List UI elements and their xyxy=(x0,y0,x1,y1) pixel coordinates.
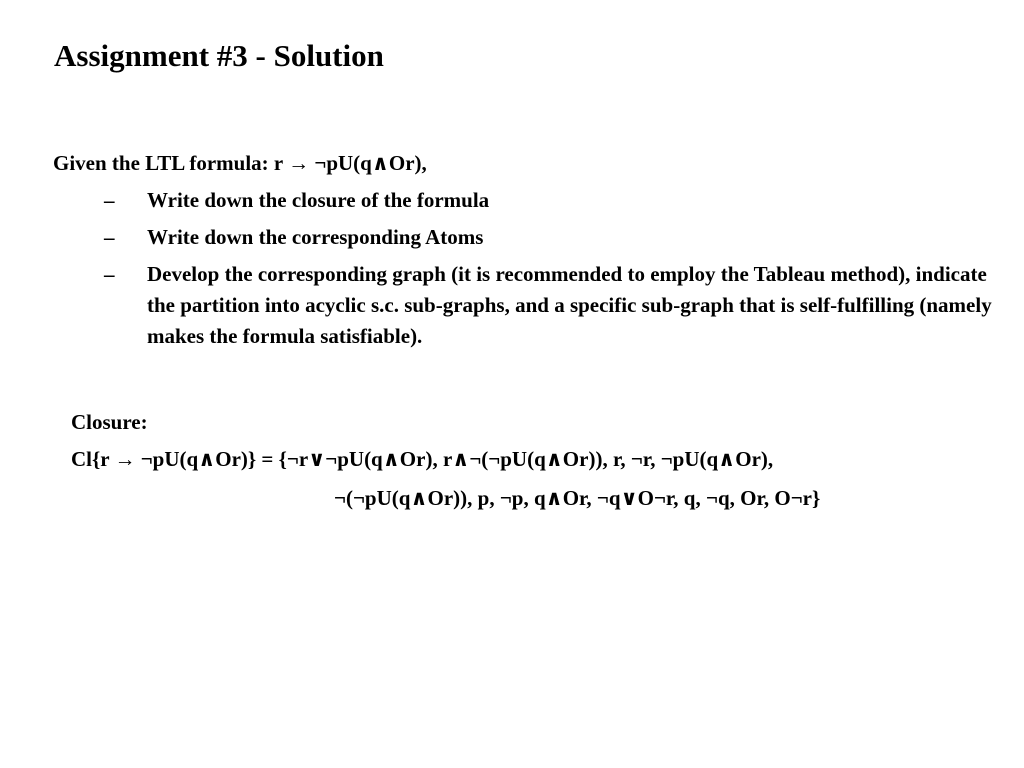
list-item-text: Develop the corresponding graph (it is recommended to employ the Tableau method), indicate the partition into acyclic s.c. sub-graphs, and a specific sub-graph that is self-fulfilling (namely makes the formula satisfiable). xyxy=(147,262,992,348)
bullet-dash: – xyxy=(104,188,115,212)
list-item-text: Write down the corresponding Atoms xyxy=(147,225,484,249)
bullet-dash: – xyxy=(104,225,115,249)
list-item xyxy=(104,222,1004,253)
intro-text: Given the LTL formula: r → ¬pU(q∧Or), xyxy=(53,151,427,175)
bullet-dash: – xyxy=(104,262,115,286)
closure-line-1: Cl{r → ¬pU(q∧Or)} = {¬r∨¬pU(q∧Or), r∧¬(¬pU(q∧Or)), r, ¬r, ¬pU(q∧Or), xyxy=(71,447,774,471)
task-list xyxy=(104,185,1004,358)
list-item-text: Write down the closure of the formula xyxy=(147,188,490,212)
closure-line-2: ¬(¬pU(q∧Or)), p, ¬p, q∧Or, ¬q∨O¬r, q, ¬q, Or, O¬r} xyxy=(334,486,821,510)
closure-heading: Closure: xyxy=(71,410,148,434)
slide-title: Assignment #3 - Solution xyxy=(54,38,384,73)
list-item xyxy=(104,185,1004,216)
list-item xyxy=(104,259,1004,352)
